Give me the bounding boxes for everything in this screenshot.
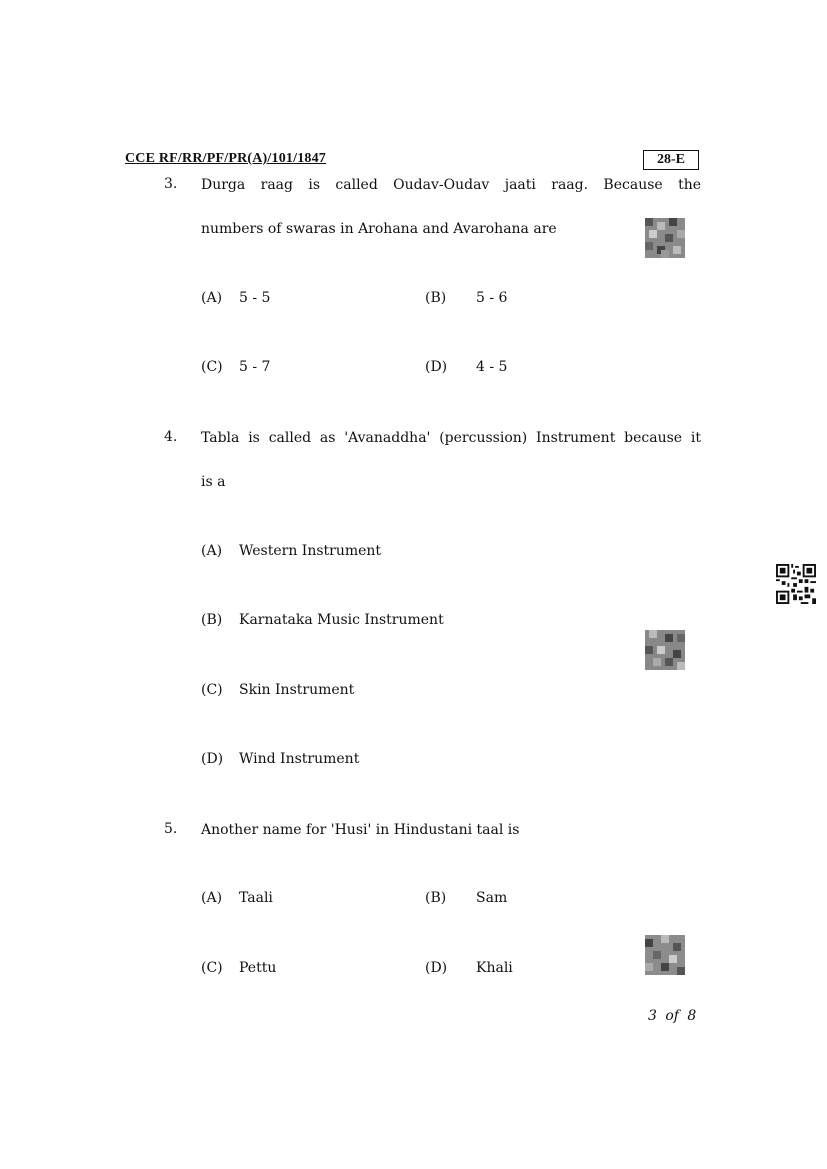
q3-option-c-text: 5 - 7 (239, 359, 271, 375)
question-3-number: 3. (164, 176, 178, 192)
q4-option-a-label: (A) (201, 543, 223, 559)
q5-option-c-label: (C) (201, 960, 223, 976)
question-4-line-2: is a (201, 474, 226, 490)
q4-option-b-text: Karnataka Music Instrument (239, 612, 444, 628)
qr-code-icon (776, 564, 816, 604)
noise-pattern-icon (645, 935, 685, 975)
q3-option-c-label: (C) (201, 359, 223, 375)
q5-option-d-label: (D) (425, 960, 448, 976)
question-5-line-1: Another name for 'Husi' in Hindustani taal is (201, 822, 520, 838)
paper-code-box: 28-E (643, 150, 699, 170)
q3-option-b-text: 5 - 6 (476, 290, 508, 306)
q3-option-b-label: (B) (425, 290, 447, 306)
q5-option-d-text: Khali (476, 960, 513, 976)
question-3-line-1: Durga raag is called Oudav-Oudav jaati raag. Because the (201, 177, 701, 193)
question-3-line-2: numbers of swaras in Arohana and Avarohana are (201, 221, 557, 237)
q3-option-a-text: 5 - 5 (239, 290, 271, 306)
exam-code: CCE RF/RR/PF/PR(A)/101/1847 (125, 151, 326, 166)
q5-option-b-text: Sam (476, 890, 508, 906)
q5-option-a-text: Taali (239, 890, 273, 906)
question-4-line-1: Tabla is called as 'Avanaddha' (percussion) Instrument because it (201, 430, 701, 446)
noise-pattern-icon (645, 218, 685, 258)
q4-option-c-text: Skin Instrument (239, 682, 355, 698)
q4-option-d-text: Wind Instrument (239, 751, 360, 767)
q3-option-d-label: (D) (425, 359, 448, 375)
q4-option-c-label: (C) (201, 682, 223, 698)
q4-option-a-text: Western Instrument (239, 543, 382, 559)
q4-option-d-label: (D) (201, 751, 224, 767)
q4-option-b-label: (B) (201, 612, 223, 628)
noise-pattern-icon (645, 630, 685, 670)
page-number: 3 of 8 (648, 1008, 697, 1024)
q3-option-a-label: (A) (201, 290, 223, 306)
q3-option-d-text: 4 - 5 (476, 359, 508, 375)
q5-option-c-text: Pettu (239, 960, 277, 976)
question-5-number: 5. (164, 821, 178, 837)
q5-option-b-label: (B) (425, 890, 447, 906)
q5-option-a-label: (A) (201, 890, 223, 906)
question-4-number: 4. (164, 429, 178, 445)
